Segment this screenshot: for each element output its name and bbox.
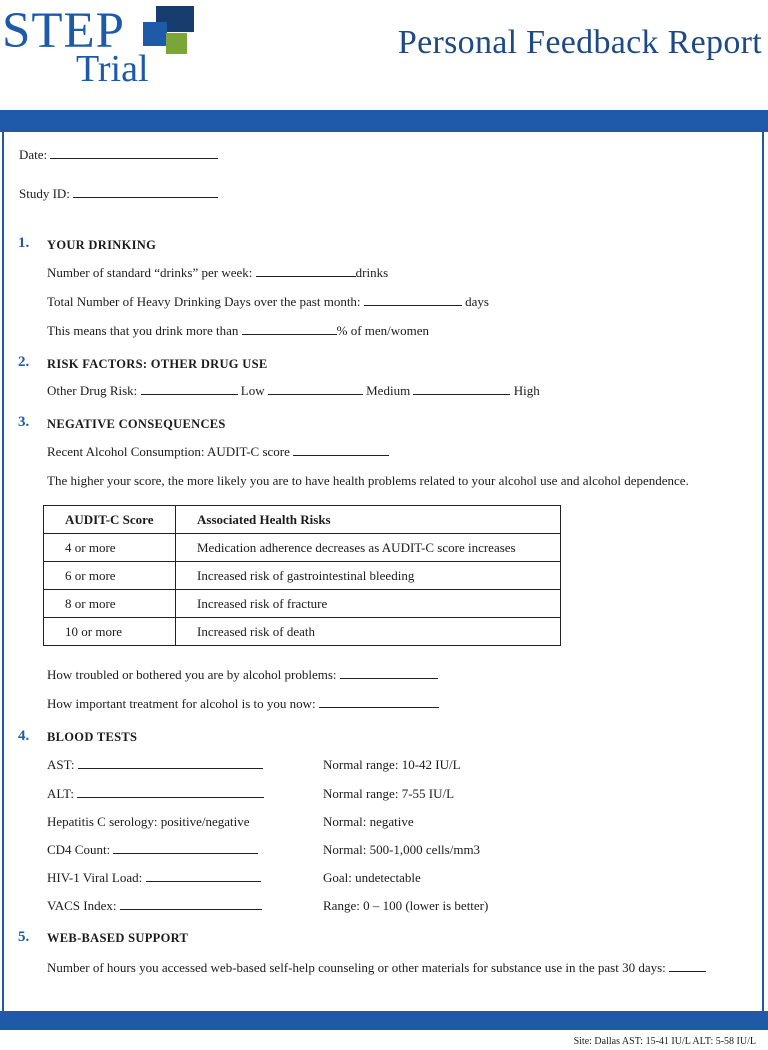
drug-risk-low-field[interactable] [141,383,238,395]
table-header: Associated Health Risks [176,506,561,534]
auditc-table [43,505,561,646]
section-4-title: BLOOD TESTS [47,730,138,744]
table-cell-risk: Medication adherence decreases as AUDIT-C score increases [176,534,561,562]
hiv-label: HIV-1 Viral Load: [47,870,143,885]
importance-field[interactable] [319,696,439,708]
cd4-label: CD4 Count: [47,842,111,857]
troubled-field[interactable] [340,667,438,679]
cd4-row [47,842,258,858]
table-row [44,590,561,618]
section-3-title: NEGATIVE CONSEQUENCES [47,417,226,431]
percent-row [47,323,429,339]
section-5-title: WEB-BASED SUPPORT [47,931,189,945]
cd4-field[interactable] [113,842,258,854]
drinks-field[interactable] [256,265,356,277]
drug-risk-row [47,383,540,399]
alt-range: Normal range: 7-55 IU/L [323,786,455,801]
drinks-row [47,265,388,281]
table-cell-score: 10 or more [44,618,176,646]
percent-unit: % of men/women [336,323,430,338]
table-header: AUDIT-C Score [44,506,176,534]
percent-label: This means that you drink more than [47,323,239,338]
drug-risk-medium-field[interactable] [268,383,363,395]
table-row [44,562,561,590]
alt-row [47,786,264,802]
footer-bar [0,1011,768,1030]
vacs-row [47,898,262,914]
table-cell-risk: Increased risk of fracture [176,590,561,618]
step-trial-logo [0,0,200,100]
hepc-label: Hepatitis C serology: positive/negative [47,814,250,829]
auditc-label: Recent Alcohol Consumption: AUDIT-C score [47,444,290,459]
table-cell-risk: Increased risk of death [176,618,561,646]
drinks-label: Number of standard “drinks” per week: [47,265,253,280]
logo-step-text: STEP [2,3,126,59]
section-2-title: RISK FACTORS: OTHER DRUG USE [47,357,268,371]
date-field[interactable] [50,147,218,159]
heavy-days-label: Total Number of Heavy Drinking Days over the past month: [47,294,361,309]
heavy-days-row [47,294,489,310]
section-1-title: YOUR DRINKING [47,238,157,252]
auditc-row [47,444,389,460]
study-id-row [19,186,218,202]
ast-field[interactable] [78,757,263,769]
importance-label: How important treatment for alcohol is to you now: [47,696,316,711]
table-header-row [44,506,561,534]
web-support-label: Number of hours you accessed web-based self-help counseling or other materials for substance use in the past 30 days: [47,960,666,975]
site-footer: Site: Dallas AST: 15-41 IU/L ALT: 5-58 IU/L [573,1036,756,1047]
troubled-row [47,667,438,683]
section-3-number: 3. [18,414,30,430]
table-cell-score: 4 or more [44,534,176,562]
ast-range: Normal range: 10-42 IU/L [323,757,461,772]
ast-row [47,757,263,773]
section-1-number: 1. [18,235,30,251]
logo-trial-text: Trial [76,48,149,90]
table-row [44,618,561,646]
troubled-label: How troubled or bothered you are by alcohol problems: [47,667,337,682]
date-label: Date: [19,147,48,162]
cd4-range: Normal: 500-1,000 cells/mm3 [323,842,481,857]
auditc-field[interactable] [293,444,389,456]
importance-row [47,696,439,712]
study-id-field[interactable] [73,186,218,198]
drug-risk-low: Low [240,383,265,398]
vacs-field[interactable] [120,898,262,910]
table-row [44,534,561,562]
ast-label: AST: [47,757,75,772]
alt-field[interactable] [77,786,264,798]
heavy-days-field[interactable] [364,294,462,306]
page-title: Personal Feedback Report [397,24,762,61]
drinks-unit: drinks [355,265,389,280]
date-row [19,147,218,163]
section-2-number: 2. [18,354,30,370]
heavy-days-unit: days [465,294,489,309]
web-support-field[interactable] [669,960,706,972]
percent-field[interactable] [242,323,337,335]
study-id-label: Study ID: [19,186,70,201]
vacs-range: Range: 0 – 100 (lower is better) [323,898,489,913]
hepc-range: Normal: negative [323,814,414,829]
hiv-range: Goal: undetectable [323,870,421,885]
drug-risk-medium: Medium [366,383,411,398]
drug-risk-high: High [513,383,540,398]
alt-label: ALT: [47,786,75,801]
table-cell-score: 8 or more [44,590,176,618]
section-4-number: 4. [18,728,30,744]
hiv-row [47,870,261,886]
table-cell-score: 6 or more [44,562,176,590]
logo-square-blue [143,22,167,46]
vacs-label: VACS Index: [47,898,117,913]
section-5-number: 5. [18,929,30,945]
logo-square-green [166,33,187,54]
drug-risk-high-field[interactable] [413,383,510,395]
table-cell-risk: Increased risk of gastrointestinal bleeding [176,562,561,590]
drug-risk-label: Other Drug Risk: [47,383,138,398]
hiv-field[interactable] [146,870,261,882]
web-support-row [47,960,706,976]
higher-score-text: The higher your score, the more likely you are to have health problems related to your alcohol use and alcohol dependence. [47,473,689,488]
